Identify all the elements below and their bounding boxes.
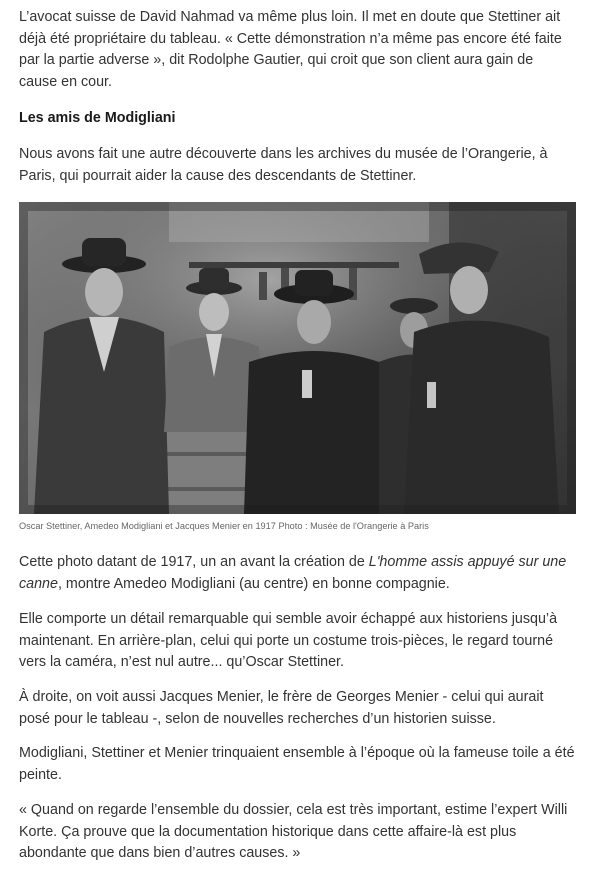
artwork-title: L'homme assis appuyé sur une canne — [19, 554, 567, 592]
photo-illustration — [19, 202, 576, 514]
paragraph-menier: À droite, on voit aussi Jacques Menier, le frère de Georges Menier - celui qui aurait posé pour le tableau -, selon de nouvelles recherches d’un historien suisse. — [19, 689, 544, 727]
paragraph-expert-quote: « Quand on regarde l’ensemble du dossier, cela est très important, estime l’expert Willi Korte. Ça prouve que la documentation historique dans cette affaire-là est plus abondante que dans bien d’autres causes. » — [19, 802, 568, 861]
paragraph-toast: Modigliani, Stettiner et Menier trinquaient ensemble à l’époque où la fameuse toile a été peinte. — [19, 745, 575, 783]
paragraph-orangerie-discovery: Nous avons fait une autre découverte dans les archives du musée de l’Orangerie, à Paris, qui pourrait aider la cause des descendants de Stettiner. — [19, 146, 548, 184]
paragraph-photo-description — [19, 552, 575, 595]
subheading-amis-modigliani: Les amis de Modigliani — [19, 110, 176, 126]
paragraph-photo-text-before: Cette photo datant de 1917, un an avant la création de — [19, 554, 369, 570]
paragraph-photo-text-after: , montre Amedeo Modigliani (au centre) en bonne compagnie. — [57, 575, 450, 592]
paragraph-stettiner-detail: Elle comporte un détail remarquable qui semble avoir échappé aux historiens jusqu’à maintenant. En arrière-plan, celui qui porte un costume trois-pièces, le regard tourné vers la caméra, n’est nul autre... qu’Oscar Stettiner. — [19, 611, 558, 670]
historical-photo[interactable] — [19, 202, 576, 514]
photo-caption: Oscar Stettiner, Amedeo Modigliani et Jacques Menier en 1917 Photo : Musée de l'Orangerie à Paris — [19, 521, 429, 531]
paragraph-lawyer-doubt: L’avocat suisse de David Nahmad va même plus loin. Il met en doute que Stettiner ait déjà été propriétaire du tableau. « Cette démonstration n’a même pas encore été faite par la partie adverse », dit Rodolphe Gautier, qui croit que son client aura gain de cause en cour. — [19, 9, 562, 90]
